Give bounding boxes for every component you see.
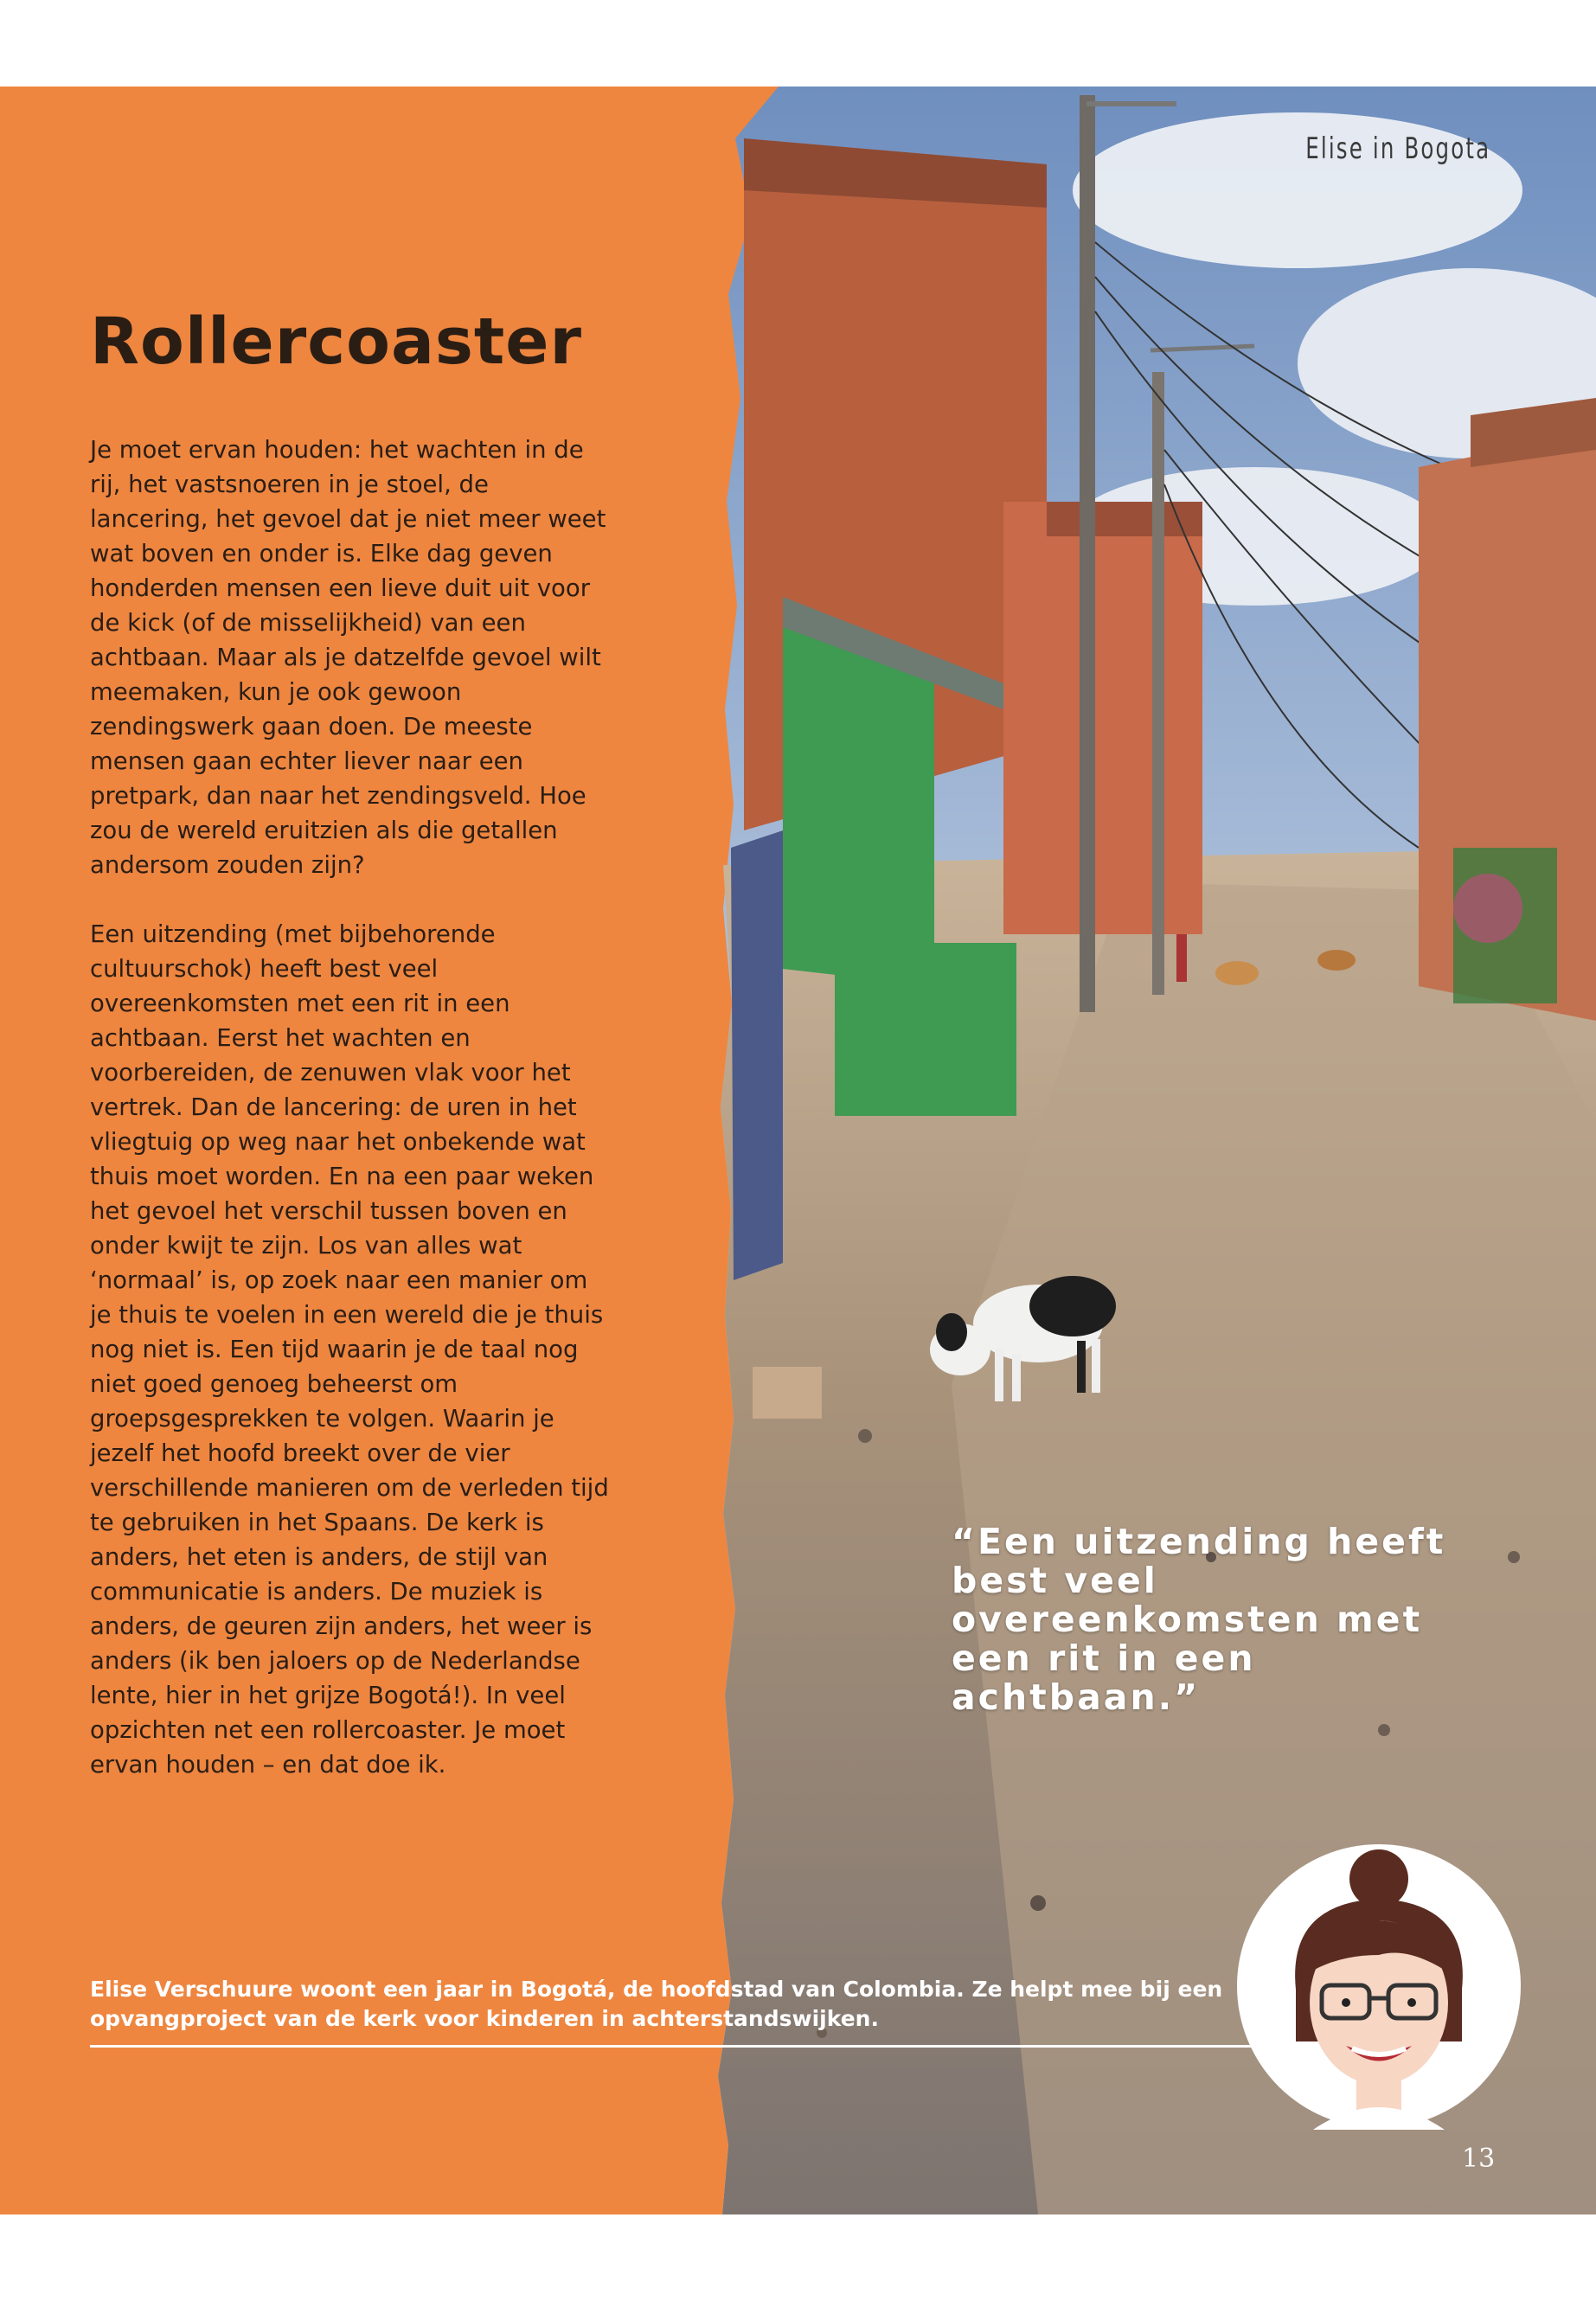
- body-paragraph: Een uitzending (met bijbehorende cultuurschok) heeft best veel overeenkomsten met een rit in een achtbaan. Eerst het wachten en voorbereiden, de zenuwen vlak voor het vertrek. Dan de lancering: de uren in het vliegtuig op weg naar het onbekende wat thuis moet worden. En na een paar weken het gevoel het verschil tussen boven en onder kwijt te zijn. Los van alles wat ‘normaal’ is, op zoek naar een manier om je thuis te voelen in een wereld die je thuis nog niet is. Een tijd waarin je de taal nog niet goed genoeg beheerst om groepsgesprekken te volgen. Waarin je jezelf het hoofd breekt over de vier verschillende manieren om de verleden tijd te gebruiken in het Spaans. De kerk is anders, het eten is anders, de stijl van communicatie is anders. De muziek is anders, de geuren zijn anders, het weer is anders (ik ben jaloers op de Nederlandse lente, hier in het grijze Bogotá!). In veel opzichten net een rollercoaster. Je moet ervan houden – en dat doe ik.: [90, 920, 609, 1779]
- author-avatar: [1235, 1843, 1522, 2130]
- body-paragraph: Je moet ervan houden: het wachten in de rij, het vastsnoeren in je stoel, de lancering, het gevoel dat je niet meer weet wat boven en onder is. Elke dag geven honderden mensen een lieve duit uit voor de kick (of de misselijkheid) van een achtbaan. Maar als je datzelfde gevoel wilt meemaken, kun je ook gewoon zendingswerk gaan doen. De meeste mensen gaan echter liever naar een pretpark, dan naar het zendingsveld. Hoe zou de wereld eruitzien als die getallen andersom zouden zijn?: [90, 436, 606, 879]
- section-label: Elise in Bogota: [1304, 131, 1490, 166]
- article-body: [90, 433, 609, 1817]
- author-bio: Elise Verschuure woont een jaar in Bogotá, de hoofdstad van Colombia. Ze helpt mee bij een opvangproject van de kerk voor kinderen in achterstandswijken.: [90, 1977, 1223, 2031]
- article-title: Rollercoaster: [90, 304, 582, 379]
- pull-quote: “Een uitzending heeft best veel overeenkomsten met een rit in een achtbaan.”: [952, 1521, 1446, 1718]
- bio-divider: [90, 2045, 1284, 2048]
- page-number: 13: [1462, 2144, 1496, 2174]
